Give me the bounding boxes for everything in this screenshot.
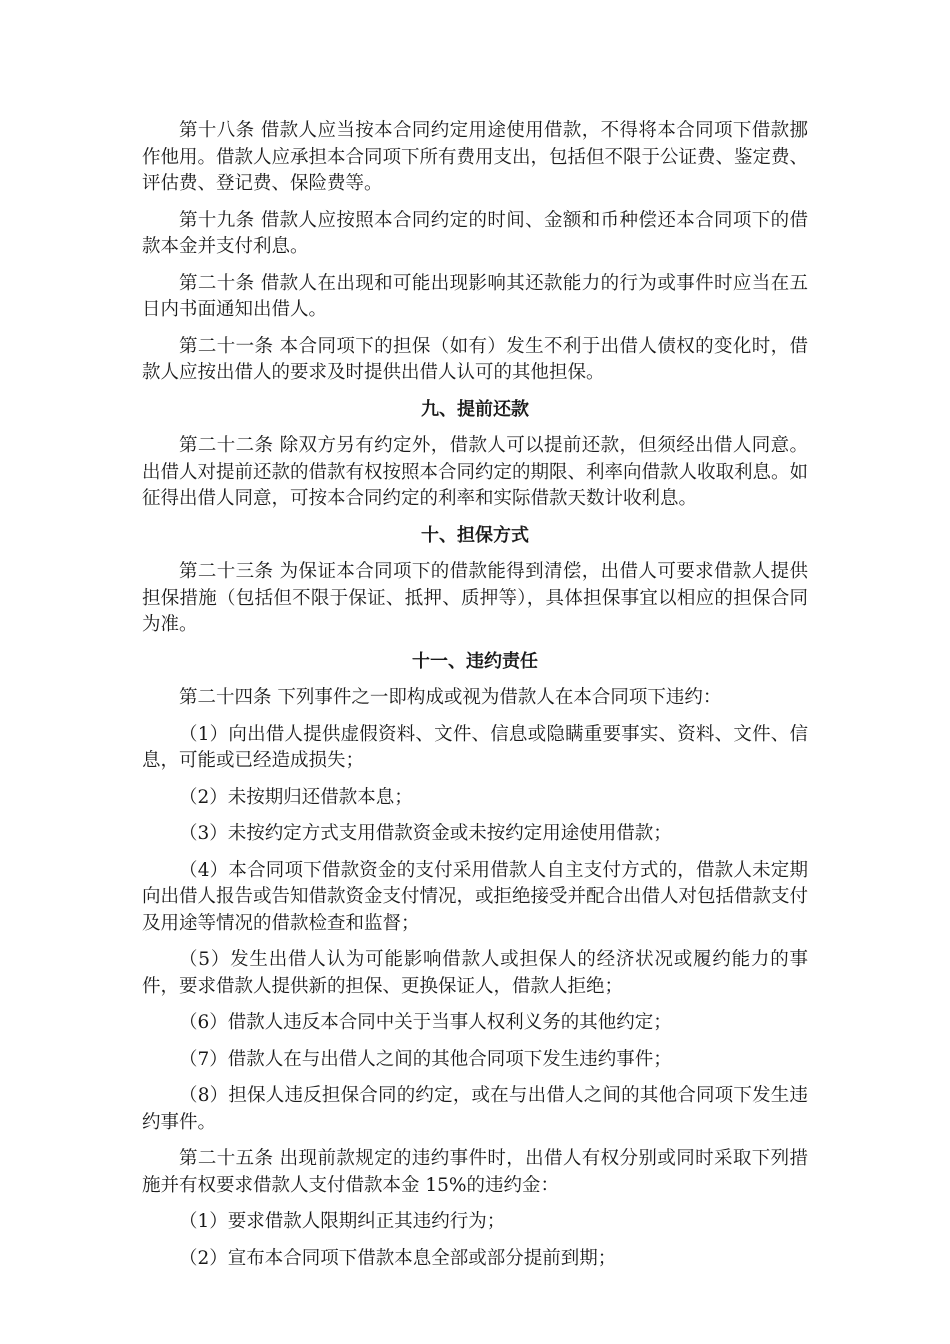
article-25-item-1: （1）要求借款人限期纠正其违约行为；	[179, 1211, 506, 1232]
article-23: 第二十三条 为保证本合同项下的借款能得到清偿，出借人可要求借款人提供担保措施（包括但不限于保证、抵押、质押等），具体担保事宜以相应的担保合同为准。	[142, 561, 808, 635]
article-24-item-5: （5）发生出借人认为可能影响借款人或担保人的经济状况或履约能力的事件，要求借款人提供新的担保、更换保证人，借款人拒绝；	[142, 949, 808, 997]
article-24-item-2: （2）未按期归还借款本息；	[179, 786, 413, 808]
section-heading-prepayment: 九、提前还款	[421, 398, 529, 420]
article-24-item-6: （6）借款人违反本合同中关于当事人权利义务的其他约定；	[179, 1012, 672, 1033]
article-21: 第二十一条 本合同项下的担保（如有）发生不利于出借人债权的变化时，借款人应按出借人的要求及时提供出借人认可的其他担保。	[142, 335, 808, 383]
article-24-item-4: （4）本合同项下借款资金的支付采用借款人自主支付方式的，借款人未定期向出借人报告或告知借款资金支付情况，或拒绝接受并配合出借人对包括借款支付及用途等情况的借款检查和监督；	[142, 859, 809, 934]
article-18: 第十八条 借款人应当按本合同约定用途使用借款，不得将本合同项下借款挪作他用。借款人应承担本合同项下所有费用支出，包括但不限于公证费、鉴定费、评估费、登记费、保险费等。	[142, 120, 809, 194]
article-20: 第二十条 借款人在出现和可能出现影响其还款能力的行为或事件时应当在五日内书面通知出借人。	[142, 272, 808, 320]
article-25: 第二十五条 出现前款规定的违约事件时，出借人有权分别或同时采取下列措施并有权要求借款人支付借款本金 15%的违约金：	[142, 1148, 808, 1196]
article-24-item-7: （7）借款人在与出借人之间的其他合同项下发生违约事件；	[179, 1048, 672, 1070]
section-heading-default-liability: 十一、违约责任	[412, 650, 538, 672]
article-24-item-1: （1）向出借人提供虚假资料、文件、信息或隐瞒重要事实、资料、文件、信息，可能或已经造成损失；	[142, 723, 808, 771]
article-25-item-2: （2）宣布本合同项下借款本息全部或部分提前到期；	[179, 1247, 617, 1269]
document-page	[142, 118, 808, 1282]
article-24-item-3: （3）未按约定方式支用借款资金或未按约定用途使用借款；	[179, 823, 672, 844]
article-19: 第十九条 借款人应按照本合同约定的时间、金额和币种偿还本合同项下的借款本金并支付利息。	[142, 209, 808, 257]
article-22: 第二十二条 除双方另有约定外，借款人可以提前还款，但须经出借人同意。出借人对提前还款的借款有权按照本合同约定的期限、利率向借款人收取利息。如征得出借人同意，可按本合同约定的利率和实际借款天数计收利息。	[142, 435, 809, 509]
article-24-item-8: （8）担保人违反担保合同的约定，或在与出借人之间的其他合同项下发生违约事件。	[142, 1085, 808, 1133]
section-heading-guarantee: 十、担保方式	[421, 524, 529, 546]
article-24: 第二十四条 下列事件之一即构成或视为借款人在本合同项下违约：	[179, 687, 722, 708]
